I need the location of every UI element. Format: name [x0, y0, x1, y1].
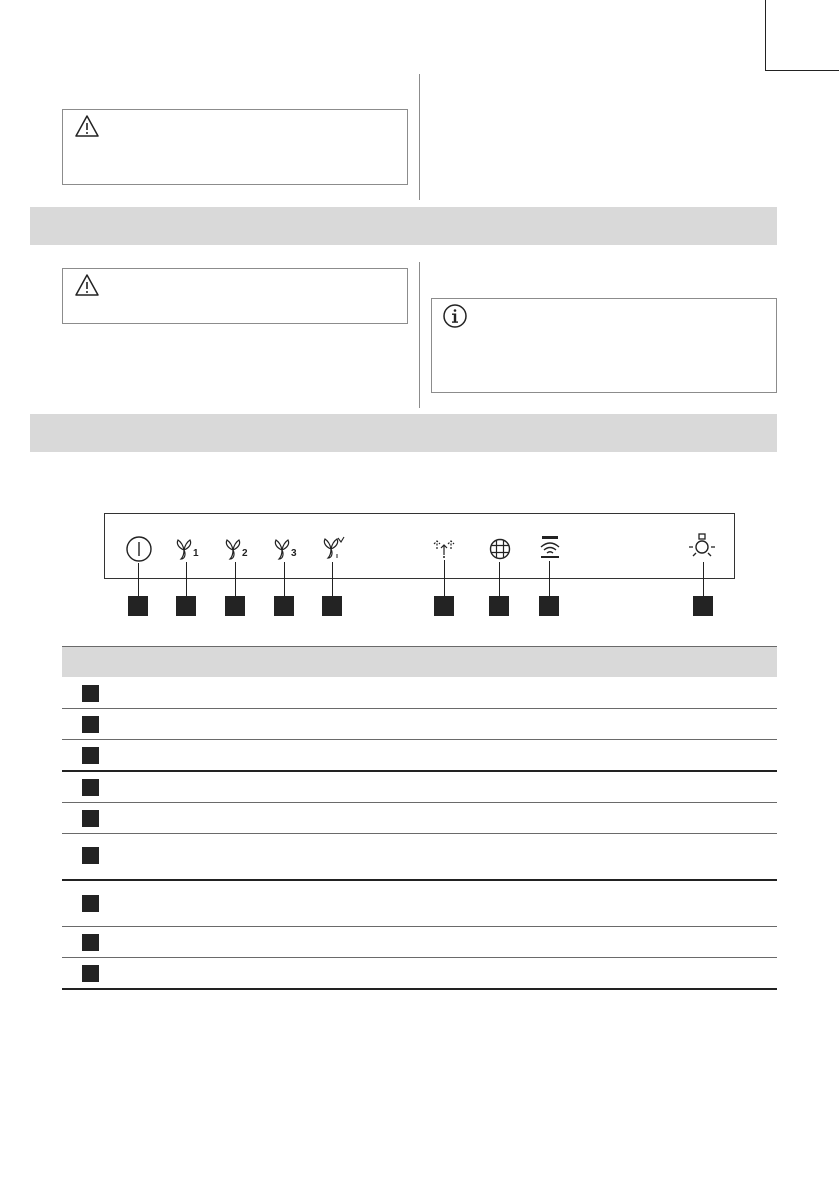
- callout-marker: [176, 596, 196, 616]
- fan-boost-icon: [321, 536, 347, 560]
- callout-marker: [225, 596, 245, 616]
- table-row-marker: [82, 965, 99, 982]
- power-icon: [125, 535, 153, 563]
- fan-speed-3-icon: [273, 538, 299, 560]
- fan-speed-digit: 1: [193, 548, 199, 559]
- crop-mark-top-right: [765, 70, 839, 71]
- crop-mark-right-vertical: [765, 0, 766, 70]
- callout-leader: [235, 562, 236, 596]
- hob-to-hood-icon: [431, 535, 457, 559]
- fan-speed-digit: 3: [291, 548, 297, 559]
- fan-speed-1-icon: [175, 538, 201, 560]
- warning-triangle-icon: [74, 114, 100, 138]
- callout-leader: [549, 561, 550, 596]
- table-row-marker: [82, 685, 99, 702]
- table-row-marker: [82, 716, 99, 733]
- light-icon: [687, 532, 717, 562]
- table-row-divider: [62, 957, 777, 958]
- callout-marker: [693, 596, 713, 616]
- callout-marker: [489, 596, 509, 616]
- callout-marker: [434, 596, 454, 616]
- table-row-divider: [62, 739, 777, 740]
- callout-leader: [499, 562, 500, 596]
- section-heading-band: [30, 414, 777, 452]
- table-row-marker: [82, 747, 99, 764]
- callout-leader: [444, 560, 445, 596]
- table-row-marker: [82, 847, 99, 864]
- info-box: [431, 298, 777, 393]
- section-heading-band: [30, 207, 777, 245]
- warning-box: [62, 268, 408, 324]
- table-row-marker: [82, 934, 99, 951]
- table-header: [62, 646, 777, 677]
- table-row-marker: [82, 810, 99, 827]
- table-row-divider: [62, 708, 777, 709]
- callout-marker: [539, 596, 559, 616]
- table-row-divider: [62, 988, 777, 990]
- column-divider-top: [419, 74, 420, 200]
- callout-leader: [284, 562, 285, 596]
- callout-leader: [332, 562, 333, 596]
- wifi-connection-icon: [538, 534, 562, 560]
- warning-box: [62, 109, 408, 185]
- callout-marker: [322, 596, 342, 616]
- table-row-marker: [82, 779, 99, 796]
- callout-marker: [274, 596, 294, 616]
- table-row-divider: [62, 926, 777, 927]
- fan-speed-2-icon: [224, 538, 250, 560]
- callout-marker: [128, 596, 148, 616]
- table-row-divider: [62, 802, 777, 803]
- fan-speed-digit: 2: [242, 548, 248, 559]
- table-row-divider: [62, 879, 777, 881]
- filter-grid-icon: [488, 537, 512, 561]
- column-divider-middle: [419, 262, 420, 408]
- callout-leader: [138, 563, 139, 596]
- callout-leader: [186, 562, 187, 596]
- table-row-marker: [82, 895, 99, 912]
- table-row-divider: [62, 833, 777, 834]
- table-row-divider: [62, 770, 777, 772]
- info-circle-icon: [442, 303, 468, 329]
- warning-triangle-icon: [74, 273, 100, 297]
- callout-leader: [703, 562, 704, 596]
